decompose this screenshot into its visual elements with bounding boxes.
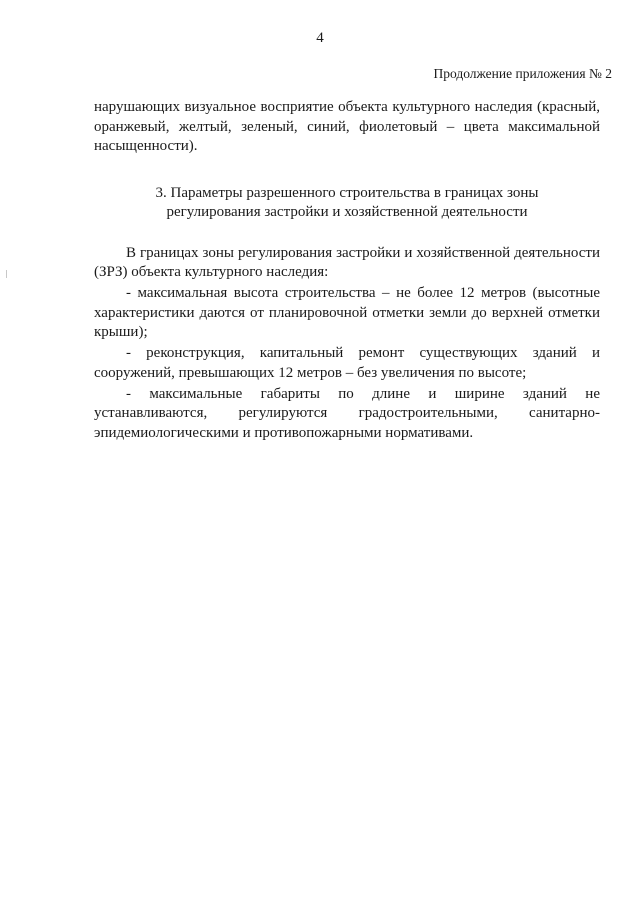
margin-scan-mark — [6, 270, 7, 278]
section-heading-line-2: регулирования застройки и хозяйственной деятельности — [166, 204, 528, 220]
page-number: 4 — [316, 30, 324, 46]
appendix-continuation-label: Продолжение приложения № 2 — [433, 66, 612, 81]
list-item-max-height: - максимальная высота строительства – не более 12 метров (высотные характеристики даются от планировочной отметки земли до верхней отметки крыши); — [94, 285, 600, 340]
document-body — [94, 98, 600, 443]
intro-paragraph: нарушающих визуальное восприятие объекта культурного наследия (красный, оранжевый, желтый, зеленый, синий, фиолетовый – цвета максимальной насыщенности). — [94, 99, 600, 154]
zone-paragraph: В границах зоны регулирования застройки и хозяйственной деятельности (ЗРЗ) объекта культурного наследия: — [94, 244, 600, 280]
section-heading — [94, 184, 600, 223]
section-heading-line-1: 3. Параметры разрешенного строительства в границах зоны — [155, 184, 539, 201]
list-item-reconstruction: - реконструкция, капитальный ремонт существующих зданий и сооружений, превышающих 12 метров – без увеличения по высоте; — [94, 345, 600, 381]
list-item-max-dimensions: - максимальные габариты по длине и ширине зданий не устанавливаются, регулируются градостроительными, санитарно-эпидемиологическими и противопожарными нормативами. — [94, 385, 600, 441]
